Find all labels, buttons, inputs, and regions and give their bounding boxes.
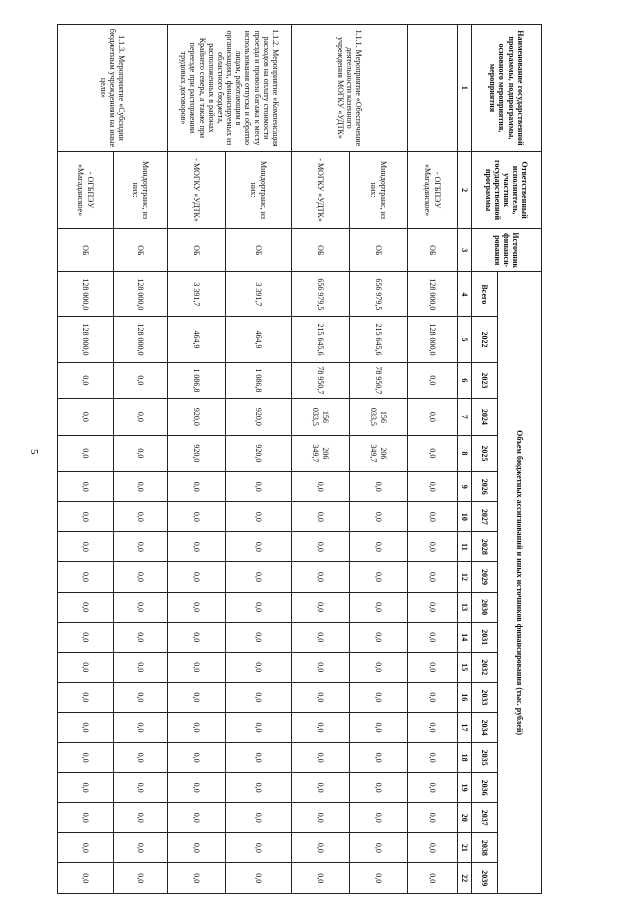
- year-value-cell: 0,0: [168, 502, 226, 532]
- year-value-cell: 0,0: [292, 652, 350, 682]
- year-value-cell: 0,0: [168, 743, 226, 773]
- executor-cell: Миндортранс, из них:: [114, 151, 168, 228]
- executor-cell: Миндортранс, из них:: [226, 151, 292, 228]
- year-value-cell: 0,0: [408, 652, 458, 682]
- year-value-cell: 0,0: [226, 502, 292, 532]
- year-value-cell: 78 950,7: [350, 362, 408, 399]
- year-value-cell: 464,9: [168, 317, 226, 362]
- header-year: 2029: [472, 562, 498, 592]
- header-year: 2026: [472, 472, 498, 502]
- funding-source-cell: ОБ: [114, 229, 168, 272]
- year-value-cell: 0,0: [114, 362, 168, 399]
- year-value-cell: 0,0: [168, 532, 226, 562]
- year-value-cell: 128 000,0: [58, 317, 114, 362]
- year-value-cell: 215 645,6: [350, 317, 408, 362]
- year-value-cell: 0,0: [292, 743, 350, 773]
- header-year: 2032: [472, 652, 498, 682]
- year-value-cell: 0,0: [168, 652, 226, 682]
- year-value-cell: 0,0: [58, 399, 114, 436]
- header-year: 2038: [472, 833, 498, 863]
- year-value-cell: 0,0: [408, 435, 458, 472]
- funding-source-cell: ОБ: [408, 229, 458, 272]
- year-value-cell: 0,0: [226, 652, 292, 682]
- executor-cell: Миндортранс, из них:: [350, 151, 408, 228]
- year-value-cell: 0,0: [168, 833, 226, 863]
- year-value-cell: 128 000,0: [408, 317, 458, 362]
- year-value-cell: 0,0: [114, 863, 168, 894]
- year-value-cell: 0,0: [114, 682, 168, 712]
- year-value-cell: 0,0: [58, 435, 114, 472]
- year-value-cell: 0,0: [350, 562, 408, 592]
- year-value-cell: 78 950,7: [292, 362, 350, 399]
- year-value-cell: 0,0: [408, 502, 458, 532]
- column-index: 21: [458, 833, 472, 863]
- year-value-cell: 0,0: [58, 592, 114, 622]
- header-year: 2031: [472, 622, 498, 652]
- year-value-cell: 0,0: [350, 833, 408, 863]
- year-value-cell: 0,0: [226, 863, 292, 894]
- year-value-cell: 0,0: [58, 773, 114, 803]
- program-name-cell: [408, 25, 458, 152]
- column-index: 20: [458, 803, 472, 833]
- year-value-cell: 0,0: [58, 532, 114, 562]
- header-year: 2036: [472, 773, 498, 803]
- column-index: 15: [458, 652, 472, 682]
- column-index: 16: [458, 682, 472, 712]
- year-value-cell: 0,0: [58, 622, 114, 652]
- year-value-cell: 0,0: [168, 592, 226, 622]
- year-value-cell: 0,0: [226, 472, 292, 502]
- total-cell: 656 979,5: [292, 272, 350, 317]
- year-value-cell: 0,0: [114, 532, 168, 562]
- year-value-cell: 0,0: [58, 803, 114, 833]
- year-value-cell: 128 000,0: [114, 317, 168, 362]
- year-value-cell: 920,0: [168, 399, 226, 436]
- year-value-cell: 0,0: [168, 712, 226, 742]
- header-funding-source: Источник финанси-рования: [472, 229, 542, 272]
- year-value-cell: 0,0: [114, 622, 168, 652]
- table-row: [292, 25, 350, 894]
- year-value-cell: 0,0: [168, 562, 226, 592]
- year-value-cell: 0,0: [114, 592, 168, 622]
- header-funding-volume: Объем бюджетных ассигнований и иных источников финансирования (тыс. рублей): [498, 272, 542, 894]
- total-cell: 3 391,7: [168, 272, 226, 317]
- column-index: 10: [458, 502, 472, 532]
- year-value-cell: 0,0: [58, 712, 114, 742]
- year-value-cell: 0,0: [292, 472, 350, 502]
- header-executor: Ответственный исполнитель, участник государственной программы: [472, 151, 542, 228]
- year-value-cell: 0,0: [58, 682, 114, 712]
- year-value-cell: 0,0: [408, 803, 458, 833]
- year-value-cell: 0,0: [350, 863, 408, 894]
- year-value-cell: 0,0: [226, 622, 292, 652]
- year-value-cell: 0,0: [350, 532, 408, 562]
- year-value-cell: 0,0: [226, 773, 292, 803]
- year-value-cell: 206 349,7: [292, 435, 350, 472]
- year-value-cell: 0,0: [408, 399, 458, 436]
- executor-cell: - МОГКУ «УДТК»: [168, 151, 226, 228]
- header-year: 2028: [472, 532, 498, 562]
- funding-source-cell: ОБ: [350, 229, 408, 272]
- header-year: 2030: [472, 592, 498, 622]
- page-number: 5: [28, 449, 40, 455]
- header-year: 2033: [472, 682, 498, 712]
- column-index: 6: [458, 362, 472, 399]
- year-value-cell: 0,0: [168, 863, 226, 894]
- year-value-cell: 0,0: [58, 362, 114, 399]
- program-name-cell: 1.1.3. Мероприятие «Субсидии бюджетным учреждениям на иные цели»: [58, 25, 168, 152]
- year-value-cell: 0,0: [408, 773, 458, 803]
- year-value-cell: 0,0: [292, 833, 350, 863]
- table-row: [114, 25, 168, 894]
- year-value-cell: 0,0: [408, 682, 458, 712]
- table-row: [168, 25, 226, 894]
- year-value-cell: 0,0: [168, 622, 226, 652]
- column-index: 3: [458, 229, 472, 272]
- year-value-cell: 0,0: [408, 592, 458, 622]
- executor-cell: - ОГБПЭУ «Магаданское»: [58, 151, 114, 228]
- year-value-cell: 0,0: [114, 773, 168, 803]
- year-value-cell: 156 033,5: [292, 399, 350, 436]
- year-value-cell: 0,0: [168, 472, 226, 502]
- year-value-cell: 0,0: [226, 833, 292, 863]
- executor-cell: - МОГКУ «УДТК»: [292, 151, 350, 228]
- year-value-cell: 0,0: [350, 803, 408, 833]
- year-value-cell: 0,0: [408, 532, 458, 562]
- year-value-cell: 0,0: [292, 773, 350, 803]
- year-value-cell: 0,0: [226, 592, 292, 622]
- year-value-cell: 0,0: [58, 562, 114, 592]
- year-value-cell: 0,0: [226, 562, 292, 592]
- year-value-cell: 0,0: [292, 863, 350, 894]
- total-cell: 128 000,0: [408, 272, 458, 317]
- year-value-cell: 0,0: [168, 803, 226, 833]
- funding-source-cell: ОБ: [292, 229, 350, 272]
- table-row: [226, 25, 292, 894]
- year-value-cell: 0,0: [408, 622, 458, 652]
- year-value-cell: 0,0: [350, 592, 408, 622]
- year-value-cell: 0,0: [226, 532, 292, 562]
- year-value-cell: 0,0: [292, 682, 350, 712]
- year-value-cell: 1 086,8: [168, 362, 226, 399]
- header-year: 2034: [472, 712, 498, 742]
- column-index: 22: [458, 863, 472, 894]
- year-value-cell: 0,0: [114, 435, 168, 472]
- funding-source-cell: ОБ: [226, 229, 292, 272]
- year-value-cell: 0,0: [292, 562, 350, 592]
- year-value-cell: 920,0: [226, 399, 292, 436]
- column-index: 14: [458, 622, 472, 652]
- header-total: Всего: [472, 272, 498, 317]
- header-year: 2025: [472, 435, 498, 472]
- year-value-cell: 1 086,8: [226, 362, 292, 399]
- year-value-cell: 0,0: [114, 743, 168, 773]
- program-name-cell: 1.1.1. Мероприятие «Обеспечение деятельности казенного учреждения МОГКУ «УДТК»: [292, 25, 408, 152]
- year-value-cell: 0,0: [58, 652, 114, 682]
- year-value-cell: 0,0: [58, 833, 114, 863]
- year-value-cell: 0,0: [226, 682, 292, 712]
- year-value-cell: 0,0: [350, 712, 408, 742]
- total-cell: 128 000,0: [114, 272, 168, 317]
- column-index: 12: [458, 562, 472, 592]
- year-value-cell: 0,0: [350, 743, 408, 773]
- total-cell: 128 000,0: [58, 272, 114, 317]
- column-index: 17: [458, 712, 472, 742]
- column-index: 8: [458, 435, 472, 472]
- header-year: 2024: [472, 399, 498, 436]
- year-value-cell: 920,0: [168, 435, 226, 472]
- funding-source-cell: ОБ: [58, 229, 114, 272]
- table-row: [408, 25, 458, 894]
- header-year: 2027: [472, 502, 498, 532]
- column-index: 11: [458, 532, 472, 562]
- year-value-cell: 0,0: [58, 502, 114, 532]
- column-index: 18: [458, 743, 472, 773]
- year-value-cell: 0,0: [58, 863, 114, 894]
- year-value-cell: 0,0: [408, 362, 458, 399]
- year-value-cell: 0,0: [292, 532, 350, 562]
- year-value-cell: 0,0: [114, 472, 168, 502]
- year-value-cell: 0,0: [114, 712, 168, 742]
- column-index: 5: [458, 317, 472, 362]
- header-year: 2039: [472, 863, 498, 894]
- table-row: [58, 25, 114, 894]
- year-value-cell: 0,0: [114, 562, 168, 592]
- header-year: 2037: [472, 803, 498, 833]
- rotated-table-container: [62, 24, 542, 894]
- year-value-cell: 0,0: [114, 502, 168, 532]
- year-value-cell: 0,0: [114, 652, 168, 682]
- year-value-cell: 0,0: [350, 622, 408, 652]
- column-index: 2: [458, 151, 472, 228]
- total-cell: 3 391,7: [226, 272, 292, 317]
- year-value-cell: 0,0: [350, 502, 408, 532]
- year-value-cell: 0,0: [168, 682, 226, 712]
- year-value-cell: 0,0: [114, 833, 168, 863]
- year-value-cell: 0,0: [408, 712, 458, 742]
- year-value-cell: 0,0: [292, 592, 350, 622]
- year-value-cell: 0,0: [58, 472, 114, 502]
- year-value-cell: 0,0: [168, 773, 226, 803]
- header-year: 2022: [472, 317, 498, 362]
- table-row: [350, 25, 408, 894]
- funding-table: [57, 24, 542, 894]
- column-index: 1: [458, 25, 472, 152]
- column-index: 9: [458, 472, 472, 502]
- year-value-cell: 0,0: [292, 502, 350, 532]
- year-value-cell: 464,9: [226, 317, 292, 362]
- header-program-name: Наименование государственной программы, подпрограммы, основного мероприятия, мероприятия: [472, 25, 542, 152]
- column-index: 7: [458, 399, 472, 436]
- year-value-cell: 0,0: [350, 472, 408, 502]
- year-value-cell: 0,0: [226, 743, 292, 773]
- year-value-cell: 0,0: [350, 682, 408, 712]
- executor-cell: - ОГБПЭУ «Магаданское»: [408, 151, 458, 228]
- header-year: 2023: [472, 362, 498, 399]
- year-value-cell: 0,0: [408, 472, 458, 502]
- year-value-cell: 0,0: [408, 562, 458, 592]
- year-value-cell: 920,0: [226, 435, 292, 472]
- column-index: 19: [458, 773, 472, 803]
- year-value-cell: 0,0: [292, 712, 350, 742]
- year-value-cell: 0,0: [58, 743, 114, 773]
- year-value-cell: 0,0: [226, 803, 292, 833]
- year-value-cell: 0,0: [350, 652, 408, 682]
- column-index: 13: [458, 592, 472, 622]
- year-value-cell: 0,0: [114, 803, 168, 833]
- funding-source-cell: ОБ: [168, 229, 226, 272]
- year-value-cell: 0,0: [408, 833, 458, 863]
- year-value-cell: 0,0: [226, 712, 292, 742]
- year-value-cell: 0,0: [350, 773, 408, 803]
- year-value-cell: 206 349,7: [350, 435, 408, 472]
- year-value-cell: 0,0: [292, 803, 350, 833]
- total-cell: 656 979,5: [350, 272, 408, 317]
- year-value-cell: 0,0: [114, 399, 168, 436]
- header-year: 2035: [472, 743, 498, 773]
- year-value-cell: 0,0: [292, 622, 350, 652]
- column-index: 4: [458, 272, 472, 317]
- year-value-cell: 215 645,6: [292, 317, 350, 362]
- program-name-cell: 1.1.2. Мероприятие «Компенсация расходов на оплату стоимости проезда и провоза багажа к месту использования отпуска и обратно лицам, работающим в организациях, финансируемых из областного бюджета, расположенных в районах Крайнего севера, а также при переезде при расторжении трудовых договоров»: [168, 25, 292, 152]
- year-value-cell: 0,0: [408, 743, 458, 773]
- year-value-cell: 156 033,5: [350, 399, 408, 436]
- year-value-cell: 0,0: [408, 863, 458, 894]
